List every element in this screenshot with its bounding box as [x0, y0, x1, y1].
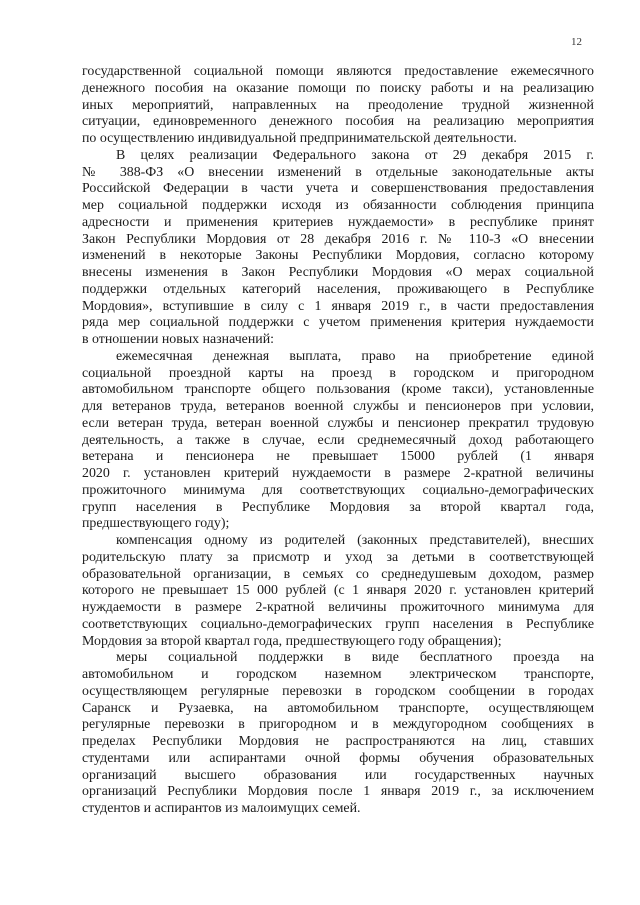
- text-line: иных мероприятий, направленных на преодоление трудной жизненной: [82, 97, 594, 113]
- text-line: государственной социальной помощи являются предоставление ежемесячного: [82, 64, 594, 79]
- text-line: групп населения в Республике Мордовия за второй квартал года,: [82, 499, 594, 515]
- body-text: [82, 64, 594, 818]
- text-line: образовательной организации, в семьях со среднедушевым доходом, размер: [82, 566, 594, 582]
- text-line: автомобильном и городском наземном электрическом транспорте,: [82, 667, 594, 682]
- text-line: В целях реализации Федерального закона от 29 декабря 2015 г.: [116, 147, 594, 163]
- text-line: ситуации, единовременного денежного пособия на реализацию мероприятия: [82, 114, 594, 130]
- text-line: ветерана и пенсионера не превышает 15000 рублей (1 января: [82, 449, 594, 465]
- text-line: изменений в некоторые Законы Республики Мордовия, согласно которому: [82, 248, 594, 264]
- text-line: регулярные перевозки в пригородном и в междугородном сообщениях в: [82, 717, 594, 733]
- text-line: студентов и аспирантов из малоимущих семей.: [82, 801, 361, 816]
- text-line: студентами или аспирантами очной формы обучения образовательных: [82, 750, 594, 766]
- text-line: адресности и применения критериев нуждаемости» в республике принят: [82, 214, 594, 230]
- text-line: нуждаемости в размере 2-кратной величины прожиточного минимума для: [82, 600, 594, 615]
- text-line: социальной проездной карты на проезд в городском и пригородном: [82, 365, 594, 381]
- text-line: деятельность, а также в случае, если среднемесячный доход работающего: [82, 432, 594, 448]
- text-line: ряда мер социальной поддержки с учетом применения критерия нуждаемости: [82, 315, 594, 331]
- text-line: пределах Республики Мордовия не распространяются на лиц, ставших: [82, 734, 594, 749]
- text-line: в отношении новых назначений:: [82, 332, 275, 347]
- text-line: меры социальной поддержки в виде бесплатного проезда на: [116, 650, 594, 666]
- text-line: Российской Федерации в части учета и совершенствования предоставления: [82, 181, 594, 197]
- text-line: прожиточного минимума для соответствующих социально-демографических: [82, 482, 594, 498]
- text-line: поддержки отдельных категорий населения, проживающего в Республике: [82, 281, 594, 297]
- text-line: родительскую плату за присмотр и уход за детьми в соответствующей: [82, 549, 594, 565]
- text-line: соответствующих социально-демографических групп населения в Республике: [82, 616, 594, 632]
- text-line: Мордовия за второй квартал года, предшествующего году обращения);: [82, 633, 502, 649]
- text-line: денежного пособия на оказание помощи по поиску работы и на реализацию: [82, 80, 594, 96]
- text-line: 2020 г. установлен критерий нуждаемости в размере 2-кратной величины: [82, 466, 594, 481]
- text-line: для ветеранов труда, ветеранов военной службы и пенсионеров при условии,: [82, 399, 594, 414]
- text-line: по осуществлению индивидуальной предпринимательской деятельности.: [82, 131, 517, 146]
- text-line: внесены изменения в Закон Республики Мордовия «О мерах социальной: [82, 265, 594, 280]
- text-line: предшествующего году);: [82, 516, 230, 532]
- text-line: мер социальной поддержки исходя из обязанности соблюдения принципа: [82, 198, 594, 213]
- text-line: Закон Республики Мордовия от 28 декабря 2016 г. № 110-З «О внесении: [82, 231, 594, 247]
- text-line: Саранск и Рузаевка, на автомобильном транспорте, осуществляющем: [82, 700, 594, 716]
- text-line: Мордовия», вступившие в силу с 1 января 2019 г., в части предоставления: [82, 298, 594, 314]
- text-line: компенсация одному из родителей (законных представителей), внесших: [116, 533, 594, 548]
- text-line: осуществляющем регулярные перевозки в городском сообщении в городах: [82, 683, 594, 699]
- text-line: которого не превышает 15 000 рублей (с 1 января 2020 г. установлен критерий: [82, 583, 594, 599]
- page-number: 12: [571, 36, 582, 48]
- text-line: ежемесячная денежная выплата, право на приобретение единой: [116, 348, 594, 364]
- text-line: организаций Республики Мордовия после 1 января 2019 г., за исключением: [82, 784, 594, 800]
- text-line: № 388-ФЗ «О внесении изменений в отдельные законодательные акты: [82, 164, 594, 180]
- text-line: организаций высшего образования или государственных научных: [82, 767, 594, 783]
- text-line: автомобильном транспорте общего пользования (кроме такси), установленные: [82, 382, 594, 398]
- text-line: если ветеран труда, ветеран военной службы и пенсионер прекратил трудовую: [82, 415, 594, 431]
